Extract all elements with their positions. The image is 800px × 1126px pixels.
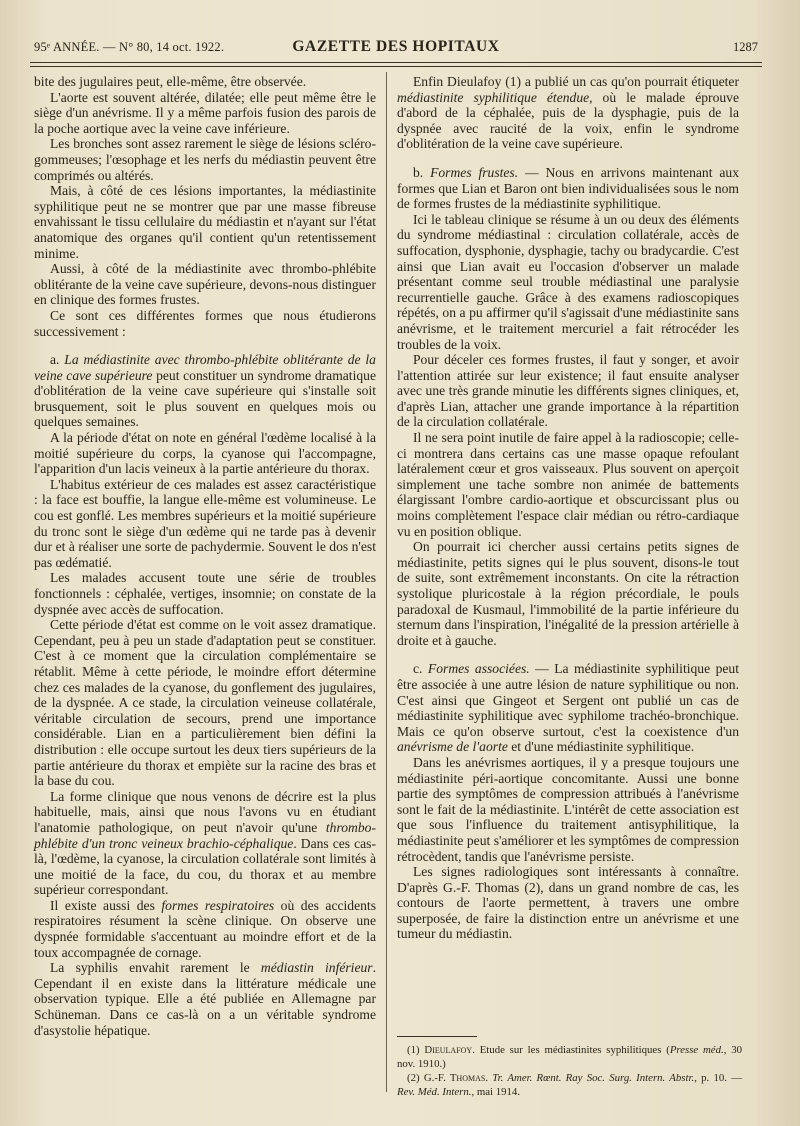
text-run: . — [485, 1072, 493, 1084]
footnote-number: (1) — [407, 1044, 420, 1056]
page-header — [30, 38, 762, 60]
footnotes — [397, 1044, 742, 1100]
paragraph: bite des jugulaires peut, elle-même, être observée. — [34, 74, 307, 89]
section-a — [34, 352, 376, 430]
footnote-2 — [397, 1072, 742, 1099]
italic-run: anévrisme de l'aorte — [397, 739, 508, 755]
paragraph: Ce sont ces différentes formes que nous étudierons successivement : — [34, 307, 376, 339]
column-divider — [386, 72, 387, 1092]
italic-run: formes respiratoires — [161, 897, 275, 913]
text-run: . Cependant il en existe dans la littérature médicale une observation typique. Elle a été publiée en Allemagne par Schüneman. Dans ce cas-là on a un véritable syndrome d'asystolie hépatique. — [34, 960, 376, 1038]
paragraph — [34, 789, 376, 898]
left-column — [34, 74, 376, 1038]
text-run: . Etude sur les médiastinites syphilitiques ( — [472, 1044, 670, 1056]
page-number: 1287 — [733, 40, 758, 54]
section-c — [397, 661, 739, 755]
right-column — [397, 74, 739, 942]
section-a-title: La médiastinite avec thrombo-phlébite oblitérante de la veine cave supérieure — [34, 352, 376, 383]
text-run: , mai 1914. — [471, 1085, 521, 1098]
paragraph: Cette période d'état est comme on le voit assez dramatique. Cependant, peu à peu un stade d'adaptation peut se constituer. C'est à ce moment que la circulation complémentaire se rétablit. Même à cette période, le moindre effort détermine chez ces malades de la cyanose, du gonflement des jugulaires, de la dyspnée. A ce stade, la circulation veineuse collatérale, véritable circulation de secours, prend une importance considérable. Lian en a particulièrement bien défini la distribution : elle occupe surtout les deux tiers supérieurs de la partie antérieure du thorax et empiète sur la racine des bras et la base du cou. — [34, 617, 376, 789]
paragraph: Les signes radiologiques sont intéressants à connaître. D'après G.-F. Thomas (2), dans un grand nombre de cas, les contours de l'aorte permettent, à travers une ombre superposée, de faire la distinction entre un anévrisme et une tumeur du médiastin. — [397, 864, 739, 942]
header-rule — [30, 62, 762, 63]
section-c-label: c. — [413, 661, 423, 677]
footnote-number: (2) — [407, 1072, 420, 1084]
footnote-author: G.-F. Thomas — [423, 1072, 486, 1084]
paragraph: Dans les anévrismes aortiques, il y a presque toujours une médiastinite péri-aortique concomitante. Aussi une bonne partie des symptômes de compression attribués à l'anévrisme sont le fait de la médiastinite. L'intérêt de cette association est que sous l'influence du traitement antisyphilitique, la médiastinite peut s'améliorer et les symptômes de compression rétrocèdent, tandis que l'anévrisme persiste. — [397, 754, 739, 864]
paragraph: Les malades accusent toute une série de troubles fonctionnels : céphalée, vertiges, insomnie; on constate de la dyspnée avec accès de suffocation. — [34, 570, 376, 617]
header-rule-thin — [30, 66, 762, 67]
paragraph: On pourrait ici chercher aussi certains petits signes de médiastinite, petits signes qui le plus souvent, disons-le tout de suite, sont extrêmement inconstants. On cite la rétraction systolique pluricostale à la région précordiale, le pouls paradoxal de Kusmaul, l'immobilité de la partie inférieure du sternum dans l'inspiration, l'inégalité de la pression artérielle à droite et à gauche. — [397, 539, 739, 648]
section-b-text: — Nous en arrivons maintenant aux formes que Lian et Baron ont bien individualisées sous le nom de formes frustes de la médiastinite syphilitique. — [397, 164, 739, 212]
italic-run: médiastin inférieur — [260, 960, 373, 976]
paragraph — [397, 74, 739, 152]
text-run: . Dans ces cas-là, l'œdème, la cyanose, la circulation collatérale sont limités à une moitié de la face, du cou, du thorax et au membre supérieur correspondant. — [34, 835, 376, 898]
italic-run: Rev. Méd. Intern. — [397, 1085, 472, 1098]
paragraph: L'habitus extérieur de ces malades est assez caractéristique : la face est bouffie, la langue elle-même est volumineuse. Le cou est gonflé. Les membres supérieurs et la moitié supérieure du tronc sont le siège d'un œdème qui ne tarde pas à devenir dur et à réaliser une sorte de pachydermie. Souvent le dos n'est pas œdématié. — [34, 476, 376, 570]
paragraph: L'aorte est souvent altérée, dilatée; elle peut même être le siège d'un anévrisme. Il y a même parfois fusion des parois de la poche aortique avec la veine cave inférieure. — [34, 89, 376, 136]
section-a-label: a. — [50, 352, 60, 368]
italic-run: Tr. Amer. Rœnt. Ray Soc. Surg. Intern. Abstr. — [492, 1072, 695, 1084]
section-b — [397, 165, 739, 212]
section-a-text: peut constituer un syndrome dramatique d'oblitération de la veine cave supérieure qui s'installe soit brusquement, soit le plus souvent en quelques mois ou quelques semaines. — [34, 367, 376, 430]
paragraph — [34, 898, 376, 960]
text-run: et d'une médiastinite syphilitique. — [507, 739, 695, 755]
paragraph — [34, 960, 376, 1038]
text-run: où des accidents respiratoires résument la scène clinique. On observe une dyspnée formidable s'accentuant au moindre effort et de la toux accompagnée de cornage. — [34, 897, 376, 960]
text-run: , 30 nov. 1910.) — [397, 1044, 742, 1070]
text-run: , où le malade éprouve d'abord de la céphalée, puis de la dysphagie, puis de la dyspnée avec raucité de la voix, enfin le syndrome d'oblitération de la veine cave supérieure. — [397, 89, 739, 152]
italic-run: thrombo-phlébite d'un tronc veineux brachio-céphalique — [34, 819, 376, 851]
italic-run: médiastinite syphilitique étendue — [397, 89, 590, 105]
footnote-rule — [397, 1036, 477, 1037]
footnote-author: Dieulafoy — [424, 1044, 473, 1056]
text-run: La syphilis envahit rarement le — [50, 960, 261, 976]
text-run: — La médiastinite syphilitique peut être associée à une autre lésion de nature syphilitique ou non. C'est ainsi que Gingeot et Sergent ont publié un cas de médiastinite syphilitique avec syphilome trachéo-bronchique. Mais ce qu'on observe surtout, c'est la coexistence d'un — [397, 661, 740, 739]
text-run: , p. 10. — — [694, 1072, 743, 1084]
italic-run: Presse méd. — [669, 1044, 724, 1056]
paragraph: Il ne sera point inutile de faire appel à la radioscopie; celle-ci montrera dans certains cas une masse opaque refoulant latéralement cœur et gros vaisseaux. Plus souvent on aperçoit simplement une tache sombre non animée de battements élargissant l'ombre cardio-aortique et obscurcissant plus ou moins complètement l'espace clair médian ou rétro-cardiaque vu en position oblique. — [397, 430, 739, 539]
section-b-title: Formes frustes. — [430, 164, 519, 180]
section-b-label: b. — [413, 164, 424, 180]
footnote-1 — [397, 1044, 742, 1071]
journal-title: GAZETTE DES HOPITAUX — [292, 38, 500, 55]
section-c-title: Formes associées. — [427, 661, 530, 677]
paragraph: Aussi, à côté de la médiastinite avec thrombo-phlébite oblitérante de la veine cave supérieure, devons-nous distinguer en clinique des formes frustes. — [34, 261, 376, 308]
paragraph: A la période d'état on note en général l'œdème localisé à la moitié supérieure du corps, la cyanose qui l'accompagne, l'apparition d'un lacis veineux à la partie antérieure du thorax. — [34, 430, 376, 477]
text-run: Enfin Dieulafoy (1) a publié un cas qu'on pourrait étiqueter — [413, 74, 739, 89]
text-run: La forme clinique que nous venons de décrire est la plus habituelle, mais, ainsi que nous l'avons vu en étudiant l'anatomie pathologique, on peut n'avoir qu'une — [34, 788, 376, 835]
issue-info: 95ᵉ ANNÉE. — N° 80, 14 oct. 1922. — [34, 40, 225, 54]
text-run: Il existe aussi des — [50, 897, 162, 913]
paragraph: Pour déceler ces formes frustes, il faut y songer, et avoir l'attention attirée sur leur existence; il faut ensuite analyser avec une très grande minutie les différents signes cliniques, et, d'après Lian, attacher une grande importance à la répartition de la circulation collatérale. — [397, 352, 739, 430]
paragraph: Ici le tableau clinique se résume à un ou deux des éléments du syndrome médiastinal : circulation collatérale, accès de suffocation, dysphonie, dysphagie, tachy ou bradycardie. C'est ainsi que Lian avait eu l'occasion d'observer un malade présentant comme seul trouble médiastinal une paralysie recurrentielle gauche. Grâce à des examens radioscopiques répétés, on a pu affirmer qu'il s'agissait d'une médiastinite sans anévrisme, et le traitement mercuriel a fait rétrocéder les troubles de la voix. — [397, 211, 739, 352]
paragraph: Mais, à côté de ces lésions importantes, la médiastinite syphilitique peut ne se montrer que par une masse fibreuse envahissant le tissu cellulaire du médiastin et n'ayant sur l'état anatomique des organes qu'il contient qu'un retentissement minime. — [34, 183, 376, 261]
paragraph: Les bronches sont assez rarement le siège de lésions scléro-gommeuses; l'œsophage et les nerfs du médiastin peuvent être comprimés ou altérés. — [34, 136, 376, 183]
